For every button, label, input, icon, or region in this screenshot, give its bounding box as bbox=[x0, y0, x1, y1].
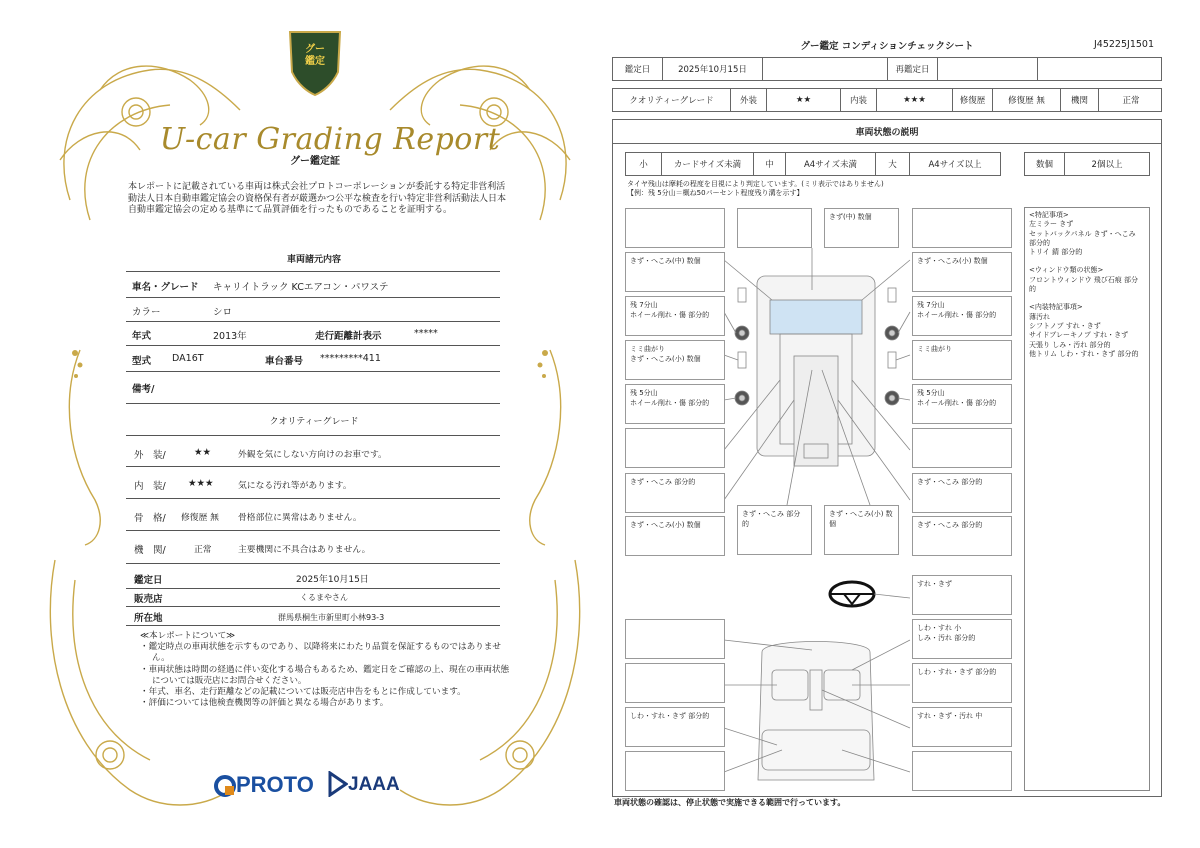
divider bbox=[126, 271, 500, 272]
interior-box-right-1: しわ・すれ 小 しみ・汚れ 部分的 bbox=[912, 619, 1012, 659]
exterior-label: 外装 bbox=[731, 89, 767, 111]
grade-value: 正常 bbox=[194, 545, 212, 555]
proto-logo-icon bbox=[214, 775, 236, 797]
size-legend bbox=[625, 152, 1001, 176]
date-blank bbox=[763, 58, 888, 80]
odometer-label: 走行距離計表示 bbox=[315, 331, 382, 342]
sheet-footer: 車両状態の確認は、停止状態で実施できる範囲で行っています。 bbox=[614, 798, 846, 807]
reinspect-blank bbox=[1038, 58, 1163, 80]
grade-desc: 骨格部位に異常はありません。 bbox=[238, 513, 362, 523]
year-value: 2013年 bbox=[213, 331, 247, 342]
tire-note-line: タイヤ残山は摩耗の程度を目視により判定しています。(ミリ表示ではありません) bbox=[627, 180, 884, 188]
damage-box-bottom-2: きず・へこみ(小) 数個 bbox=[824, 505, 899, 555]
grade-desc: 主要機関に不具合はありません。 bbox=[238, 545, 371, 555]
engine-value: 正常 bbox=[1122, 96, 1140, 106]
quality-label: クオリティーグレード bbox=[613, 89, 731, 111]
model-label: 型式 bbox=[132, 356, 152, 367]
note-line: 薄汚れ bbox=[1029, 312, 1050, 321]
damage-box-empty bbox=[625, 208, 725, 248]
grade-label: 外 装/ bbox=[134, 450, 166, 461]
interior-box-right-3: すれ・きず・汚れ 中 bbox=[912, 707, 1012, 747]
model-value: DA16T bbox=[172, 353, 204, 364]
reinspect-label: 再鑑定日 bbox=[888, 58, 938, 80]
grade-stars: ★★ bbox=[194, 447, 212, 458]
size-large-label: 大 bbox=[876, 153, 910, 175]
note-line: <ウィンドウ類の状態> bbox=[1029, 266, 1104, 275]
shop-value: くるまやさん bbox=[300, 593, 348, 602]
divider bbox=[126, 345, 500, 346]
tire-note bbox=[627, 180, 884, 198]
damage-box-bottom-1: きず・へこみ 部分的 bbox=[737, 505, 812, 555]
color-value: シロ bbox=[213, 307, 233, 318]
divider bbox=[126, 371, 500, 372]
damage-box-empty bbox=[912, 208, 1012, 248]
note-line: トリイ 錆 部分的 bbox=[1029, 248, 1083, 257]
damage-box-empty bbox=[625, 428, 725, 468]
note-item: ・年式、車名、走行距離などの記載については販売店申告をもとに作成しています。 bbox=[140, 687, 466, 698]
damage-box-left-1: きず・へこみ(中) 数個 bbox=[625, 252, 725, 292]
tire-box-left-rear: 残 5分山 ホイール削れ・傷 部分的 bbox=[625, 384, 725, 424]
size-small-desc: カードサイズ未満 bbox=[662, 153, 754, 175]
repair-value: 修復歴 無 bbox=[993, 89, 1061, 111]
jaaa-logo-icon bbox=[328, 771, 348, 797]
goo-badge-text: グー 鑑定 bbox=[305, 44, 325, 67]
divider bbox=[126, 563, 500, 564]
steering-box: すれ・きず bbox=[912, 575, 1012, 615]
grade-value: 修復歴 無 bbox=[181, 513, 219, 523]
damage-box-left-6: きず・へこみ 部分的 bbox=[625, 473, 725, 513]
car-name-value: キャリイトラック KCエアコン・パワステ bbox=[213, 282, 389, 293]
date-value: 2025年10月15日 bbox=[296, 575, 369, 585]
grade-desc: 気になる汚れ等があります。 bbox=[238, 481, 352, 491]
damage-box-right-7: きず・へこみ 部分的 bbox=[912, 516, 1012, 556]
date-label: 鑑定日 bbox=[613, 58, 663, 80]
tire-box-right-front: 残 7分山 ホイール削れ・傷 部分的 bbox=[912, 296, 1012, 336]
odometer-value: ***** bbox=[414, 328, 438, 339]
size-mid-desc: A4サイズ未満 bbox=[786, 153, 876, 175]
repair-label: 修復歴 bbox=[953, 89, 993, 111]
divider bbox=[126, 466, 500, 467]
note-line: <特記事項> bbox=[1029, 211, 1069, 219]
exterior-value: ★★ bbox=[767, 89, 841, 111]
interior-box-empty bbox=[625, 619, 725, 659]
interior-value: ★★★ bbox=[877, 89, 953, 111]
note-line: セットバックパネル きず・へこみ bbox=[1029, 229, 1136, 238]
chassis-value: *********411 bbox=[320, 353, 381, 364]
note-line: 他トリム しわ・すれ・きず 部分的 bbox=[1029, 349, 1139, 358]
note-line: 部分的 bbox=[1029, 238, 1050, 247]
damage-box-right-6: きず・へこみ 部分的 bbox=[912, 473, 1012, 513]
damage-box-empty bbox=[737, 208, 812, 248]
interior-box-right-2: しわ・すれ・きず 部分的 bbox=[912, 663, 1012, 703]
divider bbox=[126, 588, 500, 589]
size-mid-label: 中 bbox=[754, 153, 786, 175]
reinspect-value bbox=[938, 58, 1038, 80]
interior-box-empty bbox=[625, 751, 725, 791]
sheet-code: J45225J1501 bbox=[1094, 39, 1155, 50]
count-legend bbox=[1024, 152, 1150, 176]
divider bbox=[126, 625, 500, 626]
grade-label: 機 関/ bbox=[134, 545, 166, 556]
grade-label: 内 装/ bbox=[134, 481, 166, 492]
chassis-label: 車台番号 bbox=[265, 356, 304, 367]
shop-label: 販売店 bbox=[134, 594, 163, 605]
sheet-title: グー鑑定 コンディションチェックシート bbox=[800, 41, 974, 52]
damage-box-right-3: ミミ曲がり bbox=[912, 340, 1012, 380]
report-title: U-car Grading Report bbox=[159, 122, 501, 157]
interior-box-empty bbox=[625, 663, 725, 703]
car-name-label: 車名・グレード bbox=[132, 282, 199, 293]
interior-box-empty bbox=[912, 751, 1012, 791]
note-line: <内装特記事項> bbox=[1029, 303, 1083, 312]
section-title: 車両状態の説明 bbox=[613, 120, 1161, 144]
grade-stars: ★★★ bbox=[188, 478, 214, 489]
damage-box-left-3: ミミ曲がり きず・へこみ(小) 数個 bbox=[625, 340, 725, 380]
count-label: 数個 bbox=[1025, 153, 1065, 175]
interior-label: 内装 bbox=[841, 89, 877, 111]
date-label: 鑑定日 bbox=[134, 575, 163, 586]
certificate-subtitle: グー鑑定証 bbox=[290, 156, 340, 167]
tire-box-left-front: 残 7分山 ホイール削れ・傷 部分的 bbox=[625, 296, 725, 336]
grade-desc: 外観を気にしない方向けのお車です。 bbox=[238, 450, 387, 460]
note-line: フロントウィンドウ 飛び石痕 部分的 bbox=[1029, 275, 1139, 294]
damage-box-left-7: きず・へこみ(小) 数個 bbox=[625, 516, 725, 556]
note-item: ・評価については他検査機関等の評価と異なる場合があります。 bbox=[140, 698, 389, 709]
size-small-label: 小 bbox=[626, 153, 662, 175]
damage-box-right-1: きず・へこみ(小) 数個 bbox=[912, 252, 1012, 292]
note-line: 左ミラー きず bbox=[1029, 220, 1074, 229]
date-value: 2025年10月15日 bbox=[663, 58, 763, 80]
quality-row bbox=[612, 88, 1162, 112]
special-notes-box bbox=[1024, 207, 1150, 791]
note-line: 天張り しみ・汚れ 部分的 bbox=[1029, 340, 1111, 349]
count-desc: 2個以上 bbox=[1091, 160, 1123, 170]
divider bbox=[126, 297, 500, 298]
size-large-desc: A4サイズ以上 bbox=[928, 160, 982, 170]
grade-label: 骨 格/ bbox=[134, 513, 166, 524]
notes-title: ≪本レポートについて≫ bbox=[140, 631, 236, 641]
divider bbox=[126, 321, 500, 322]
report-notes bbox=[140, 631, 510, 709]
divider bbox=[126, 530, 500, 531]
jaaa-logo-text: JAAA bbox=[348, 774, 400, 795]
engine-label: 機関 bbox=[1061, 89, 1099, 111]
color-label: カラー bbox=[132, 307, 161, 318]
quality-heading: クオリティーグレード bbox=[269, 417, 359, 427]
remarks-label: 備考/ bbox=[132, 384, 155, 395]
interior-box-left-3: しわ・すれ・きず 部分的 bbox=[625, 707, 725, 747]
damage-box-empty bbox=[912, 428, 1012, 468]
address-value: 群馬県桐生市新里町小林93-3 bbox=[278, 613, 385, 622]
address-label: 所在地 bbox=[134, 613, 163, 624]
note-line: サイドブレーキノブ すれ・きず bbox=[1029, 331, 1129, 340]
damage-box-top-center: きず(中) 数個 bbox=[824, 208, 899, 248]
tire-box-right-rear: 残 5分山 ホイール削れ・傷 部分的 bbox=[912, 384, 1012, 424]
certificate-paragraph: 本レポートに記載されている車両は株式会社プロトコーポレーションが委託する特定非営利活動法人日本自動車鑑定協会の資格保有者が厳選かつ公平な検査を行い特定非営利活動法人日本自動車鑑定協会の定める基準にて品質評価を行ったものであることを証明する。 bbox=[128, 182, 507, 215]
divider bbox=[126, 435, 500, 436]
spec-heading: 車両諸元内容 bbox=[286, 255, 341, 265]
year-label: 年式 bbox=[132, 331, 152, 342]
note-item: ・鑑定時点の車両状態を示すものであり、以降将来にわたり品質を保証するものではありません。 bbox=[140, 642, 501, 664]
divider bbox=[126, 403, 500, 404]
divider bbox=[126, 498, 500, 499]
note-item: ・車両状態は時間の経過に伴い変化する場合もあるため、鑑定日をご確認の上、現在の車両状態については販売店にお問合せください。 bbox=[140, 664, 510, 686]
date-row bbox=[612, 57, 1162, 81]
divider bbox=[126, 606, 500, 607]
proto-logo-text: PROTO bbox=[236, 772, 314, 797]
tire-note-line: 【例：残 5分山＝概ね50パーセント程度残り溝を示す】 bbox=[627, 189, 804, 197]
note-line: シフトノブ すれ・きず bbox=[1029, 321, 1101, 330]
